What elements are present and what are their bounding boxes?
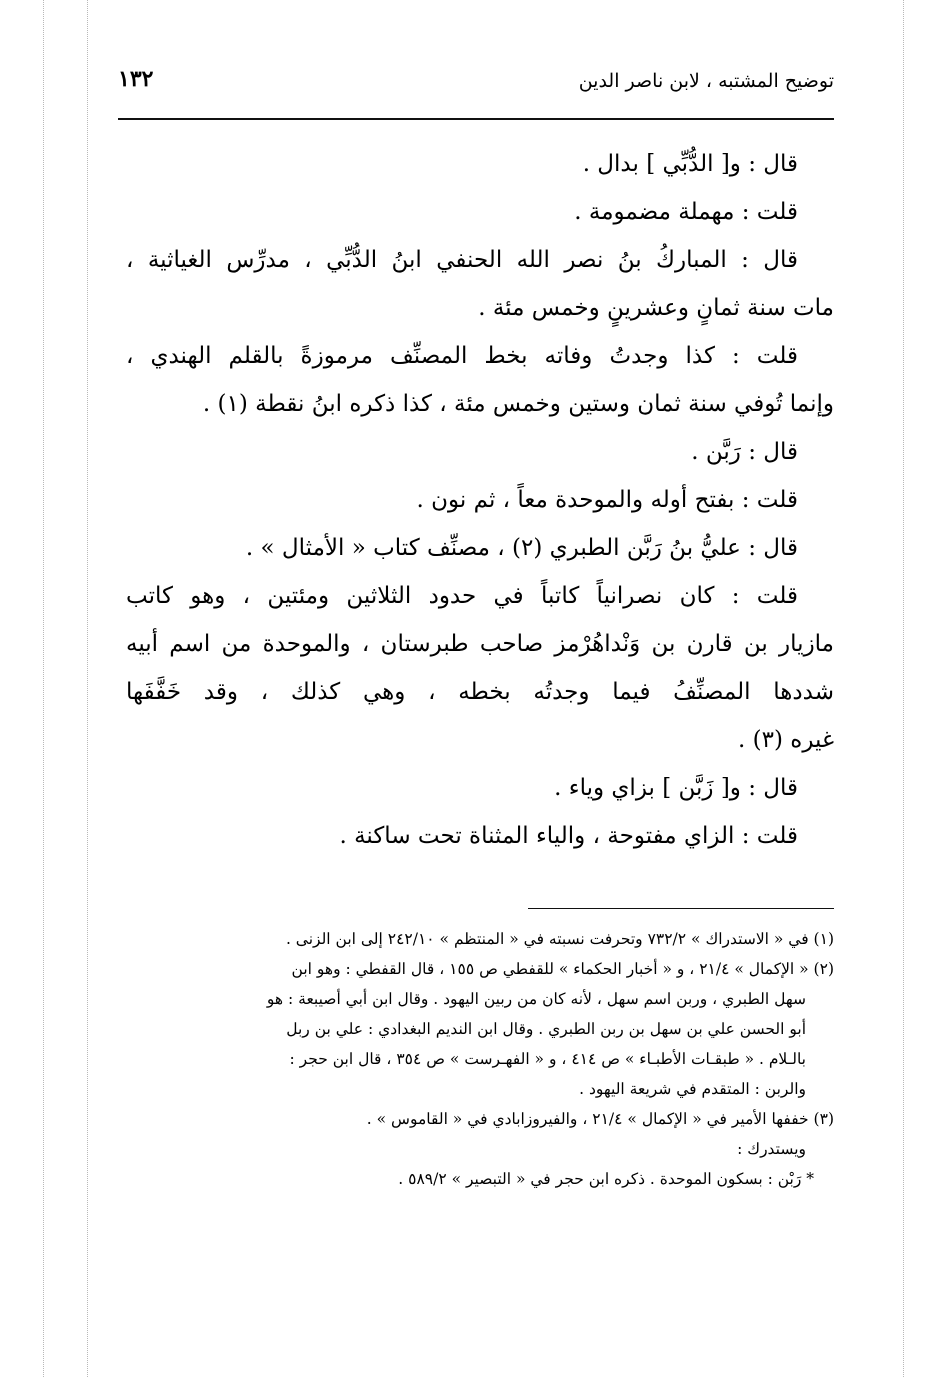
footnote-separator (528, 908, 834, 909)
footnote-line: (١) في « الاستدراك » ٧٣٢/٢ وتحرفت نسبته في « المنتظم » ٢٤٢/١٠ إلى ابن الزنى . (285, 930, 834, 948)
footnote-line: أبو الحسن علي بن سهل بن ربن الطبري . وقال ابن النديم البغدادي : علي بن ربل (286, 1020, 806, 1038)
text-line: قال : المباركُ بنُ نصر الله الحنفي ابنُ الدُّبِّي ، مدرِّس الغياثية ، (126, 247, 798, 273)
scan-edge-mark (43, 0, 45, 1377)
page-number: ١٣٢ (118, 66, 154, 92)
text-line: قال : و[ الدُّبِّي ] بدال . (582, 151, 798, 177)
footnote-line: ويستدرك : (737, 1140, 806, 1158)
footnote-line: (٣) خففها الأمير في « الإكمال » ٢١/٤ ، والفيروزابادي في « القاموس » . (366, 1110, 834, 1128)
scan-edge-mark (87, 0, 89, 1377)
running-title: توضيح المشتبه ، لابن ناصر الدين (578, 70, 834, 92)
text-line: قال : و[ زَبَّن ] بزاي وياء . (554, 775, 798, 801)
text-line: مازيار بن قارن بن وَنْداهُرْمز صاحب طبرستان ، والموحدة من اسم أبيه (126, 631, 834, 657)
header-rule (118, 118, 834, 120)
text-line: غيره (٣) . (738, 727, 834, 753)
text-line: مات سنة ثمانٍ وعشرينٍ وخمس مئة . (478, 295, 834, 321)
text-line: قلت : مهملة مضمومة . (574, 199, 798, 225)
scan-edge-mark (903, 0, 905, 1377)
text-line: قلت : كذا وجدتُ وفاته بخط المصنِّف مرموزةً بالقلم الهندي ، (126, 343, 798, 369)
footnote-line: والربن : المتقدم في شريعة اليهود . (579, 1080, 806, 1098)
text-line: وإنما تُوفي سنة ثمان وستين وخمس مئة ، كذا ذكره ابنُ نقطة (١) . (202, 391, 834, 417)
footnotes (126, 924, 834, 1194)
footnote-line: بالـلام . « طبقـات الأطبـاء » ص ٤١٤ ، و « الفهـرست » ص ٣٥٤ ، قال ابن حجر : (289, 1050, 806, 1068)
text-line: شددها المصنِّفُ فيما وجدتُه بخطه ، وهي كذلك ، وقد خَفَّفَها (126, 679, 834, 705)
page-header (118, 58, 834, 116)
text-line: قلت : الزاي مفتوحة ، والياء المثناة تحت ساكنة . (339, 823, 798, 849)
book-page (118, 58, 834, 1348)
footnote-line: (٢) « الإكمال » ٢١/٤ ، و « أخبار الحكماء » للقفطي ص ١٥٥ ، قال القفطي : وهو ابن (291, 960, 834, 978)
text-line: قلت : بفتح أوله والموحدة معاً ، ثم نون . (416, 487, 798, 513)
text-line: قال : رَبَّن . (691, 439, 798, 465)
footnote-line: سهل الطبري ، وربن اسم سهل ، لأنه كان من ربين اليهود . وقال ابن أبي أصيبعة : هو (266, 990, 806, 1008)
main-text (126, 140, 834, 860)
text-line: قلت : كان نصرانياً كاتباً في حدود الثلاثين ومئتين ، وهو كاتب (126, 583, 798, 609)
footnote-line: * رَبْن : بسكون الموحدة . ذكره ابن حجر في « التبصير » ٥٨٩/٢ . (398, 1170, 814, 1188)
text-line: قال : عليُّ بنُ رَبَّن الطبري (٢) ، مصنِّف كتاب « الأمثال » . (245, 535, 798, 561)
